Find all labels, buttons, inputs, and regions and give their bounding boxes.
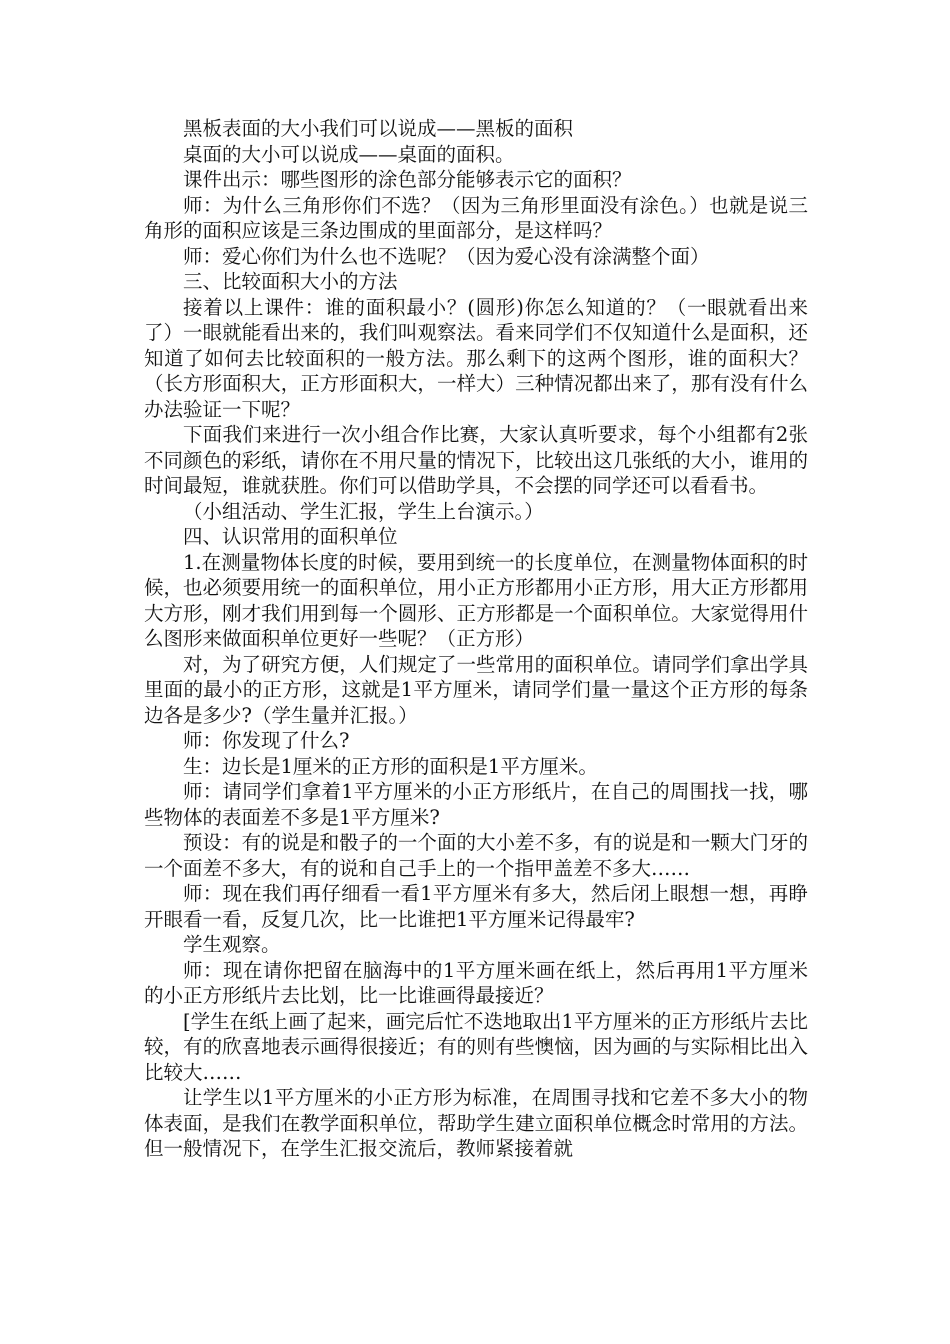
- paragraph: 接着以上课件：谁的面积最小？(圆形)你怎么知道的？（一眼就看出来了）一眼就能看出来的，我们叫观察法。看来同学们不仅知道什么是面积，还知道了如何去比较面积的一般方法。那么剩下的这两个图形，谁的面积大？（长方形面积大，正方形面积大，一样大）三种情况都出来了，那有没有什么办法验证一下呢？: [144, 295, 808, 421]
- paragraph: 师：现在请你把留在脑海中的1平方厘米画在纸上，然后再用1平方厘米的小正方形纸片去比划，比一比谁画得最接近？: [144, 958, 808, 1007]
- paragraph: 让学生以1平方厘米的小正方形为标准，在周围寻找和它差不多大小的物体表面，是我们在教学面积单位，帮助学生建立面积单位概念时常用的方法。但一般情况下，在学生汇报交流后，教师紧接着就: [144, 1086, 808, 1160]
- document-page: [144, 116, 808, 1162]
- paragraph: 桌面的大小可以说成——桌面的面积。: [183, 142, 515, 166]
- paragraph: 师：你发现了什么?: [183, 729, 350, 752]
- paragraph: 师：请同学们拿着1平方厘米的小正方形纸片，在自己的周围找一找，哪些物体的表面差不多是1平方厘米?: [144, 780, 808, 829]
- paragraph: 课件出示：哪些图形的涂色部分能够表示它的面积？: [183, 168, 632, 191]
- paragraph: 学生观察。: [183, 933, 281, 956]
- paragraph: 生：边长是1厘米的正方形的面积是1平方厘米。: [183, 754, 598, 778]
- paragraph: （小组活动、学生汇报，学生上台演示。）: [183, 499, 544, 523]
- paragraph: 师：现在我们再仔细看一看1平方厘米有多大，然后闭上眼想一想，再睁开眼看一看，反复几次，比一比谁把1平方厘米记得最牢?: [144, 882, 808, 931]
- paragraph: 黑板表面的大小我们可以说成——黑板的面积: [183, 117, 574, 140]
- section-heading: 三、比较面积大小的方法: [183, 270, 398, 293]
- section-heading: 四、认识常用的面积单位: [183, 525, 398, 548]
- paragraph: 1.在测量物体长度的时候，要用到统一的长度单位，在测量物体面积的时候，也必须要用统一的面积单位，用小正方形都用小正方形，用大正方形都用大方形，刚才我们用到每一个圆形、正方形都是一个面积单位。大家觉得用什么图形来做面积单位更好一些呢？（正方形）: [144, 550, 808, 650]
- paragraph: 对，为了研究方便，人们规定了一些常用的面积单位。请同学们拿出学具里面的最小的正方形，这就是1平方厘米，请同学们量一量这个正方形的每条边各是多少?（学生量并汇报。）: [144, 652, 808, 727]
- paragraph: 预设：有的说是和骰子的一个面的大小差不多，有的说是和一颗大门牙的一个面差不多大，有的说和自己手上的一个指甲盖差不多大……: [144, 831, 808, 880]
- paragraph: 师：爱心你们为什么也不选呢？（因为爱心没有涂满整个面）: [183, 244, 710, 268]
- paragraph: [学生在纸上画了起来，画完后忙不迭地取出1平方厘米的正方形纸片去比较，有的欣喜地表示画得很接近；有的则有些懊恼，因为画的与实际相比出入比较大……: [144, 1009, 808, 1084]
- paragraph: 下面我们来进行一次小组合作比赛，大家认真听要求，每个小组都有2张不同颜色的彩纸，请你在不用尺量的情况下，比较出这几张纸的大小，谁用的时间最短，谁就获胜。你们可以借助学具，不会摆的同学还可以看看书。: [144, 423, 808, 497]
- paragraph: 师：为什么三角形你们不选？（因为三角形里面没有涂色。）也就是说三角形的面积应该是三条边围成的里面部分，是这样吗？: [144, 193, 808, 242]
